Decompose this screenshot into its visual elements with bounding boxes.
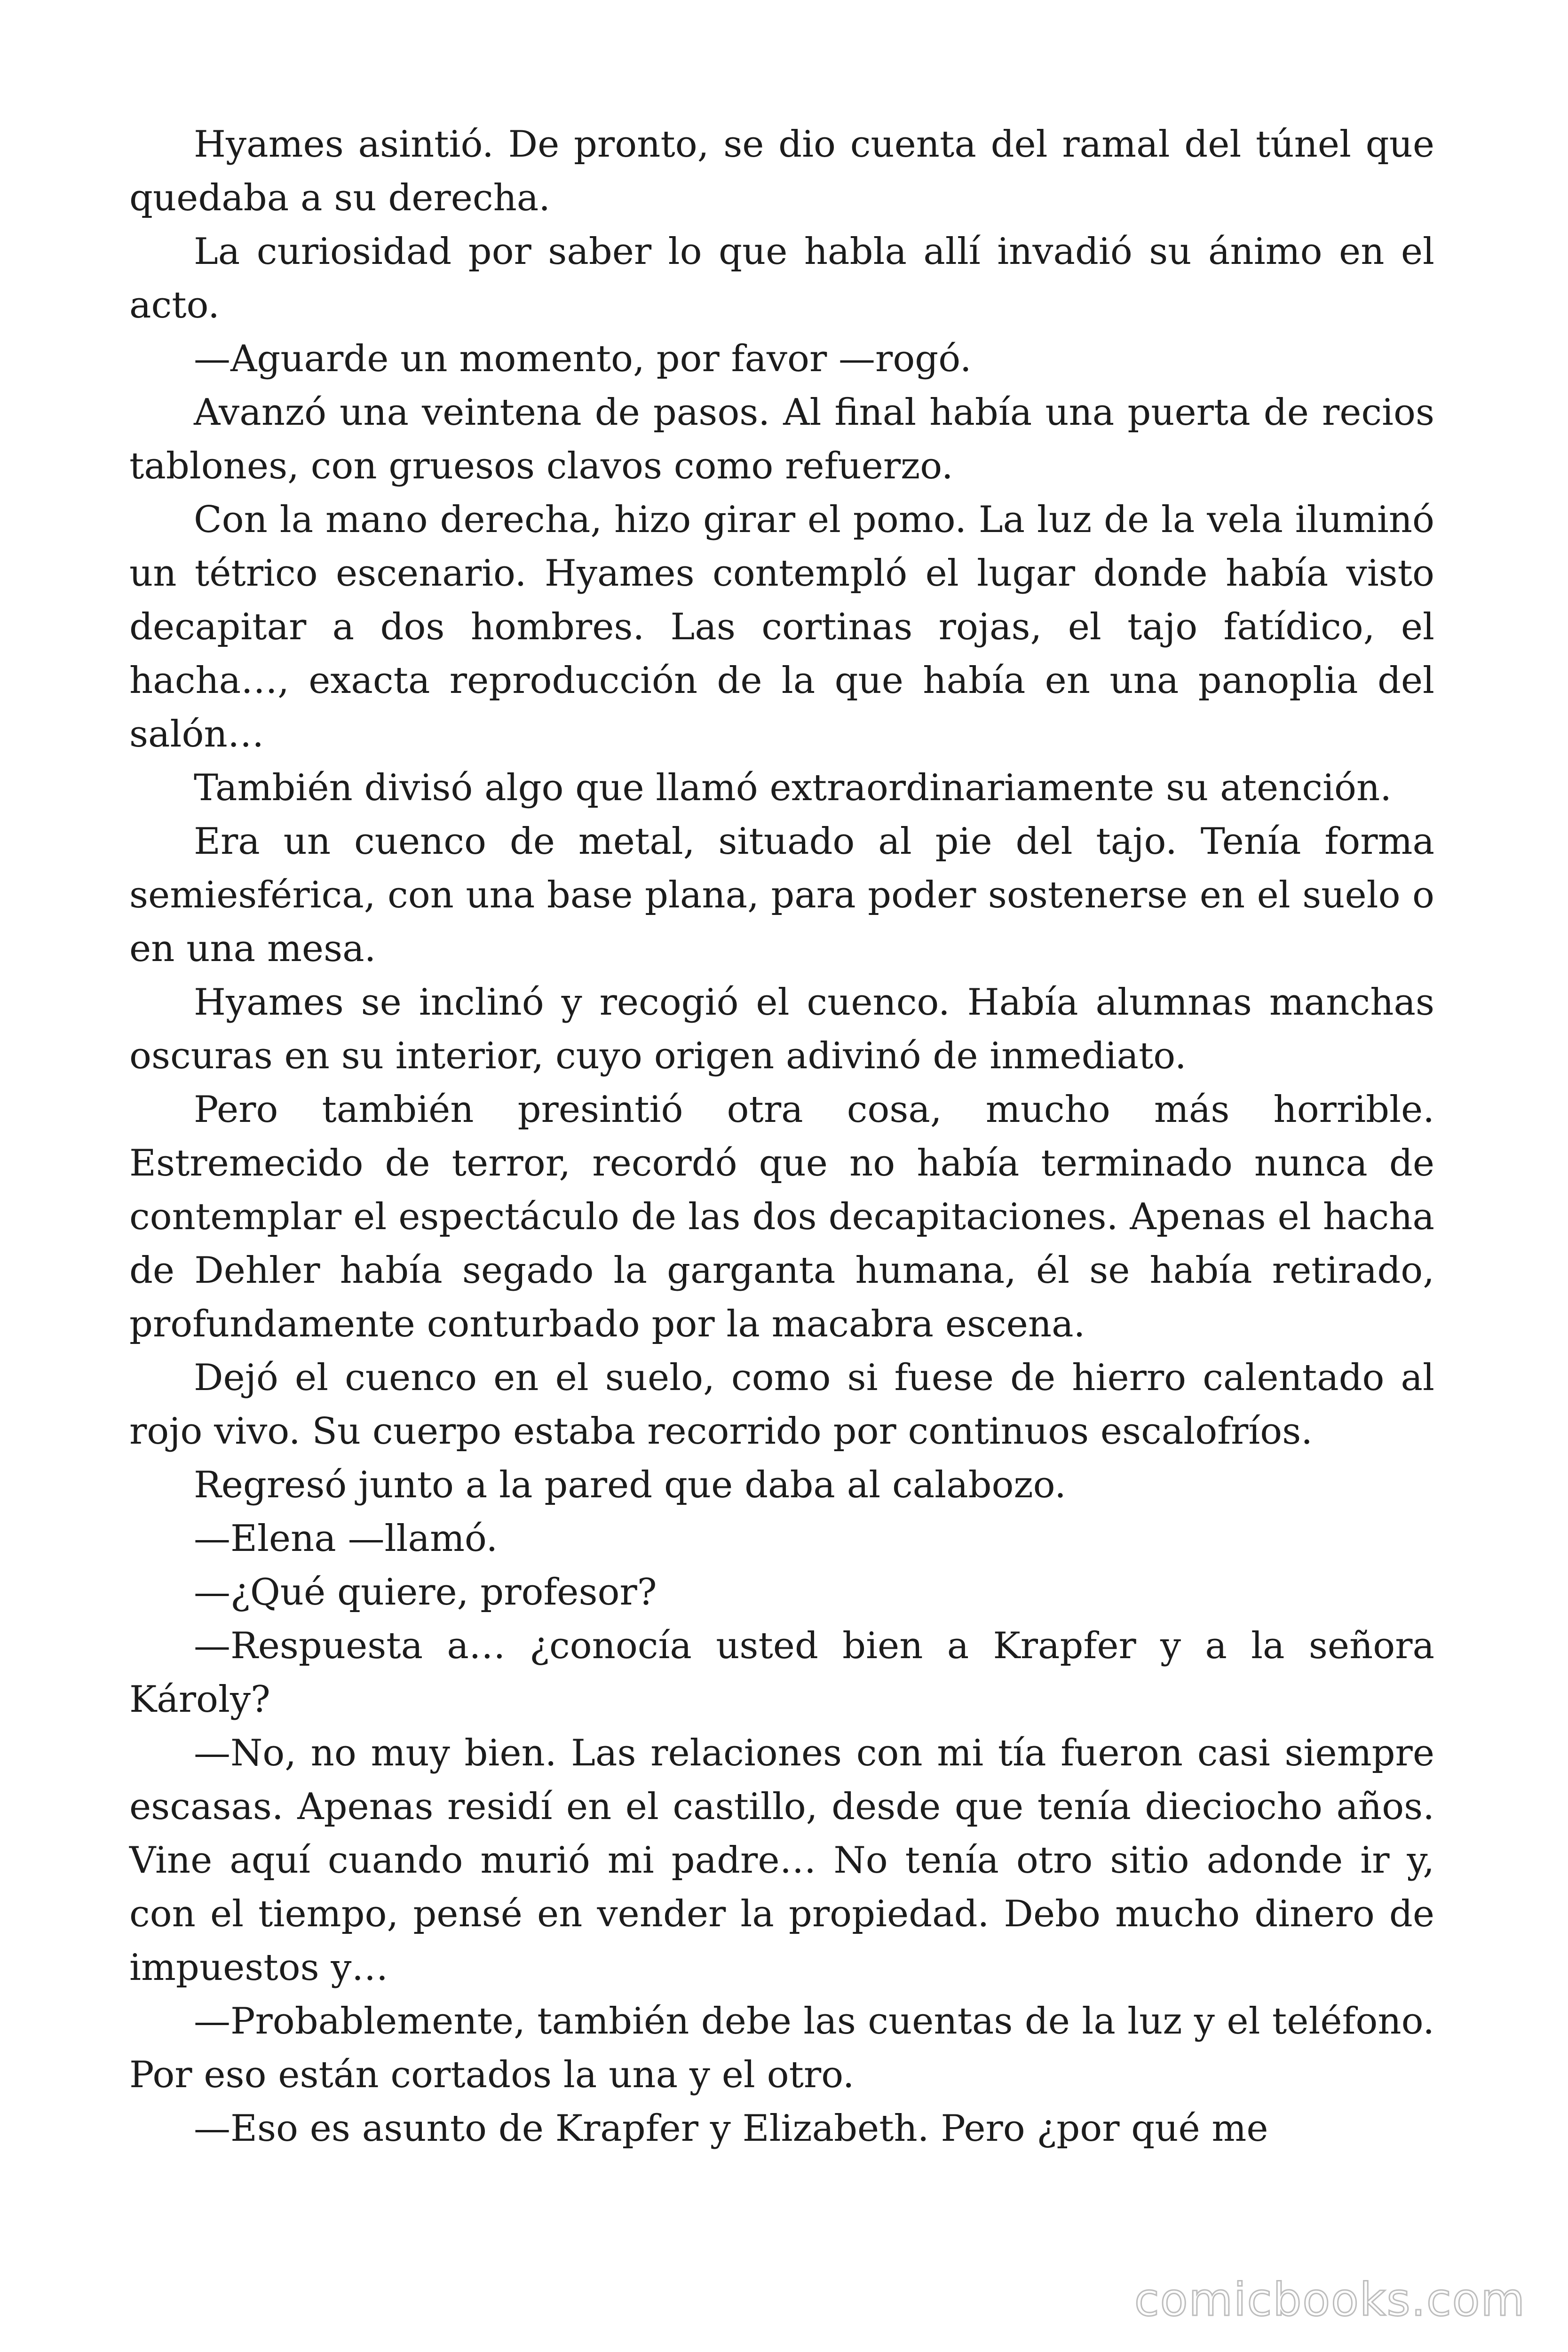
paragraph: También divisó algo que llamó extraordinariamente su atención. [194, 767, 1392, 809]
watermark: comicbooks.com [1134, 2273, 1526, 2326]
paragraph: —¿Qué quiere, profesor? [194, 1571, 657, 1613]
paragraph: Pero también presintió otra cosa, mucho más horrible. Estremecido de terror, recordó que no había terminado nunca de contemplar el espectáculo de las dos decapitaciones. Apenas el hacha de Dehler había segado la garganta humana, él se había retirado, profundamente conturbado por la macabra escena. [129, 1089, 1434, 1345]
paragraph: —Aguarde un momento, por favor —rogó. [194, 338, 972, 380]
paragraph: Hyames asintió. De pronto, se dio cuenta del ramal del túnel que quedaba a su derecha. [129, 123, 1434, 219]
paragraph: La curiosidad por saber lo que habla allí invadió su ánimo en el acto. [129, 230, 1434, 326]
book-page [129, 118, 1434, 2155]
paragraph: —Elena —llamó. [194, 1518, 498, 1560]
paragraph: Regresó junto a la pared que daba al calabozo. [194, 1464, 1066, 1506]
paragraph: Era un cuenco de metal, situado al pie del tajo. Tenía forma semiesférica, con una base plana, para poder sostenerse en el suelo o en una mesa. [129, 820, 1434, 970]
paragraph-last: —Eso es asunto de Krapfer y Elizabeth. Pero ¿por qué me [194, 2107, 1268, 2150]
paragraph: —Respuesta a… ¿conocía usted bien a Krapfer y a la señora Károly? [129, 1625, 1434, 1721]
paragraph: Dejó el cuenco en el suelo, como si fuese de hierro calentado al rojo vivo. Su cuerpo estaba recorrido por continuos escalofríos. [129, 1357, 1434, 1453]
paragraph: Hyames se inclinó y recogió el cuenco. Había alumnas manchas oscuras en su interior, cuyo origen adivinó de inmediato. [129, 981, 1434, 1077]
paragraph: —Probablemente, también debe las cuentas de la luz y el teléfono. Por eso están cortados la una y el otro. [129, 2000, 1434, 2096]
paragraph: Con la mano derecha, hizo girar el pomo. La luz de la vela iluminó un tétrico escenario. Hyames contempló el lugar donde había visto decapitar a dos hombres. Las cortinas rojas, el tajo fatídico, el hacha…, exacta reproducción de la que había en una panoplia del salón… [129, 499, 1434, 755]
paragraph: —No, no muy bien. Las relaciones con mi tía fueron casi siempre escasas. Apenas residí en el castillo, desde que tenía dieciocho años. Vine aquí cuando murió mi padre… No tenía otro sitio adonde ir y, con el tiempo, pensé en vender la propiedad. Debo mucho dinero de impuestos y… [129, 1732, 1434, 1989]
paragraph: Avanzó una veintena de pasos. Al final había una puerta de recios tablones, con gruesos clavos como refuerzo. [129, 391, 1434, 487]
